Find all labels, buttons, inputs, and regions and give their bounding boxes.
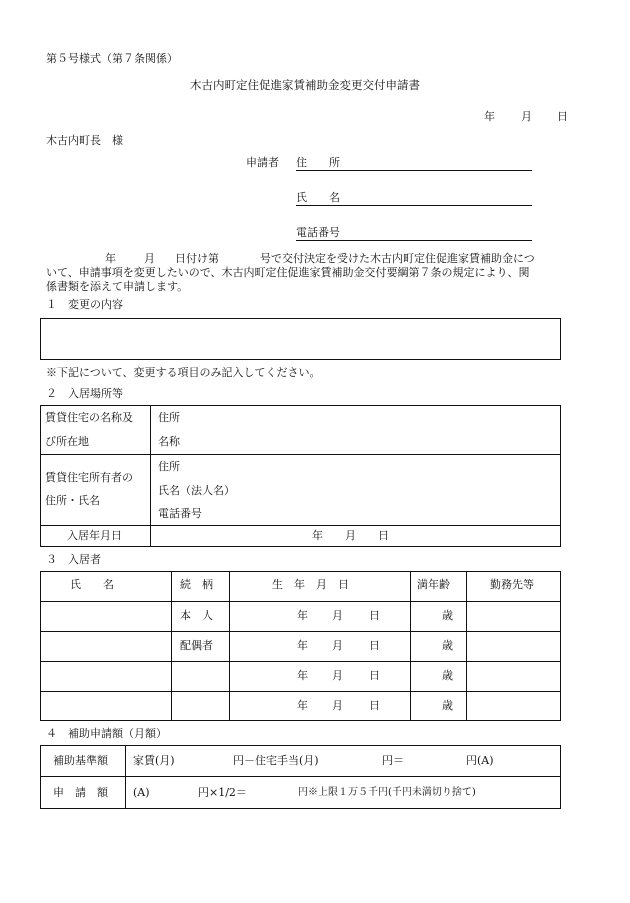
residents-row-line-4 — [40, 691, 561, 692]
section2-heading: ２ 入居場所等 — [46, 387, 123, 400]
applicant-name-label: 氏 名 — [296, 191, 340, 204]
rental-label-2: び所在地 — [45, 435, 89, 448]
resident-row-1-age: 歳 — [442, 609, 453, 622]
document-title: 木古内町定住促進家賃補助金変更交付申請書 — [190, 78, 420, 92]
owner-label-1: 賃貸住宅所有者の — [45, 471, 133, 484]
resident-row-2-age: 歳 — [442, 639, 453, 652]
residents-col-line-4 — [466, 571, 467, 721]
resident-row-1-year: 年 — [297, 609, 308, 622]
subsidy-base-eq: 円＝ — [382, 754, 404, 767]
date-day: 日 — [557, 110, 568, 123]
owner-label-2: 住所・氏名 — [45, 494, 100, 507]
note-text: ※下記について、変更する項目のみ記入してください。 — [46, 366, 321, 379]
residents-header-birth: 生 年 月 日 — [272, 578, 349, 591]
resident-row-1-month: 月 — [332, 609, 343, 622]
applicant-phone-label: 電話番号 — [296, 226, 340, 239]
body-day-grant: 日付け第 — [175, 252, 219, 265]
subsidy-apply-a: (A) — [133, 786, 150, 799]
subsidy-base-minus: 円－住宅手当(月) — [233, 754, 319, 767]
residence-row-line-1 — [40, 454, 561, 455]
rental-address-label: 住所 — [158, 411, 180, 424]
subsidy-apply-label: 申 請 額 — [53, 786, 108, 799]
subsidy-base-a: 円(A) — [466, 754, 494, 767]
body-year: 年 — [105, 252, 116, 265]
move-in-date: 年 月 日 — [312, 529, 389, 542]
resident-row-2-year: 年 — [297, 639, 308, 652]
resident-row-2-month: 月 — [332, 639, 343, 652]
resident-row-4-day: 日 — [369, 699, 380, 712]
subsidy-row-line — [40, 776, 561, 777]
section1-heading: １ 変更の内容 — [46, 298, 123, 311]
resident-row-2-day: 日 — [369, 639, 380, 652]
residents-header-age: 満年齢 — [417, 578, 450, 591]
resident-row-4-age: 歳 — [442, 699, 453, 712]
residents-col-line-3 — [410, 571, 411, 721]
resident-row-3-day: 日 — [369, 669, 380, 682]
residents-col-line-1 — [171, 571, 172, 721]
body-line2: いて、申請事項を変更したいので、木古内町定住促進家賃補助金交付要綱第７条の規定により、関 — [46, 266, 530, 279]
date-month: 月 — [521, 110, 532, 123]
residents-header-name: 氏 名 — [70, 578, 114, 591]
body-line3: 係書類を添えて申請します。 — [46, 280, 189, 293]
applicant-label: 申請者 — [246, 156, 279, 169]
owner-address-label: 住所 — [158, 460, 180, 473]
owner-phone-label: 電話番号 — [158, 507, 202, 520]
resident-row-3-month: 月 — [332, 669, 343, 682]
resident-row-4-month: 月 — [332, 699, 343, 712]
form-number: 第５号様式（第７条関係） — [46, 52, 178, 65]
residents-row-line-1 — [40, 601, 561, 602]
owner-name-label: 氏名（法人名） — [158, 484, 235, 497]
subsidy-apply-note: 円※上限１万５千円(千円未満切り捨て) — [298, 787, 476, 798]
resident-row-3-year: 年 — [297, 669, 308, 682]
resident-row-1-relation: 本 人 — [180, 609, 213, 622]
residents-header-relation: 続 柄 — [180, 578, 213, 591]
subsidy-base-label: 補助基準額 — [53, 754, 108, 767]
rental-name-label: 名称 — [158, 435, 180, 448]
date-year: 年 — [484, 110, 495, 123]
section4-heading: ４ 補助申請額（月額） — [46, 727, 167, 740]
applicant-phone-line — [296, 240, 532, 241]
residents-header-work: 勤務先等 — [490, 578, 534, 591]
addressee: 木古内町長 様 — [46, 134, 123, 147]
move-in-label: 入居年月日 — [67, 529, 122, 542]
rental-label-1: 賃貸住宅の名称及 — [45, 411, 133, 424]
body-num-text: 号で交付決定を受けた木古内町定住促進家賃補助金につ — [260, 252, 535, 265]
applicant-address-label: 住 所 — [296, 156, 340, 169]
residents-row-line-3 — [40, 661, 561, 662]
section3-heading: ３ 入居者 — [46, 553, 101, 566]
applicant-name-line — [296, 205, 532, 206]
residents-col-line-2 — [229, 571, 230, 721]
body-month: 月 — [144, 252, 155, 265]
change-content-box[interactable] — [40, 318, 561, 360]
subsidy-apply-calc: 円×1/2＝ — [198, 786, 247, 799]
residents-row-line-2 — [40, 631, 561, 632]
subsidy-base-rent: 家賃(月) — [133, 754, 175, 767]
subsidy-col-line — [125, 745, 126, 809]
resident-row-2-relation: 配偶者 — [180, 639, 213, 652]
residence-row-line-2 — [40, 525, 561, 526]
applicant-address-line — [296, 170, 532, 171]
resident-row-3-age: 歳 — [442, 669, 453, 682]
resident-row-4-year: 年 — [297, 699, 308, 712]
resident-row-1-day: 日 — [369, 609, 380, 622]
